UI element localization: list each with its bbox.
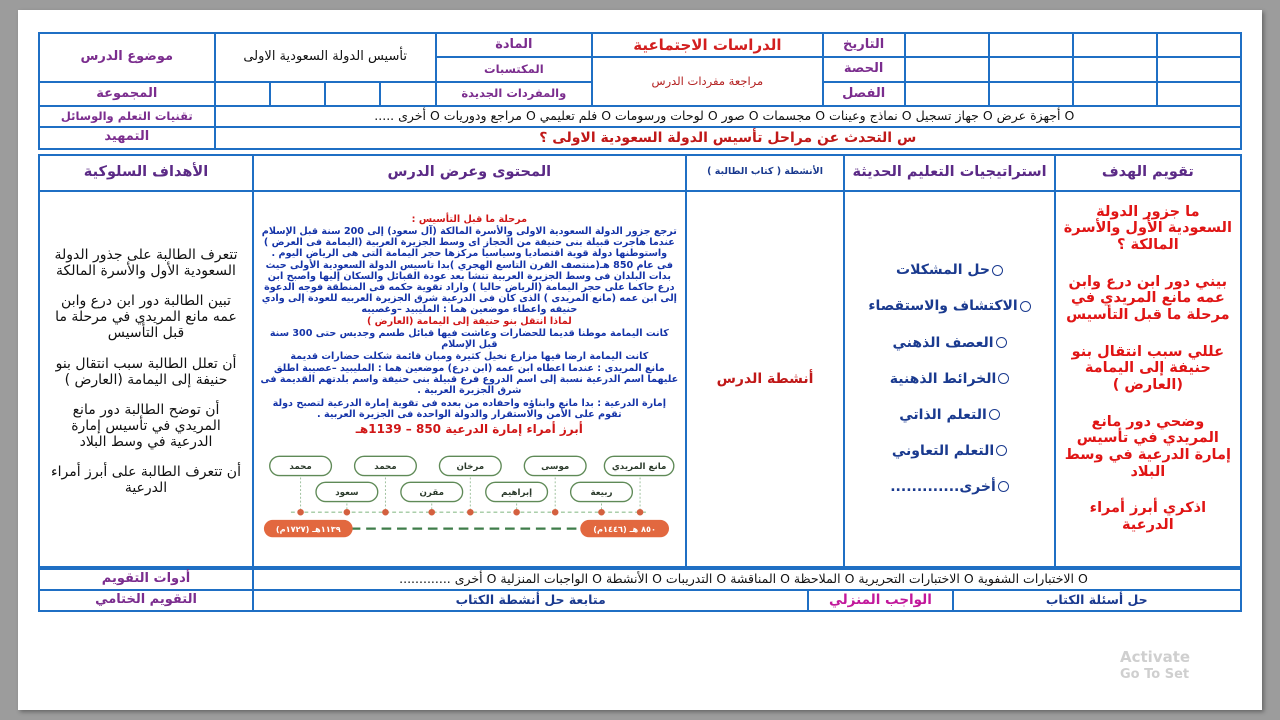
footer-table [38, 568, 1242, 612]
checkbox-circle-icon[interactable] [992, 265, 1003, 276]
timeline-bottom-name: ربيعة [590, 488, 613, 499]
blank-cell [1073, 57, 1157, 81]
emirs-timeline-diagram [262, 441, 677, 541]
evaluation-item: بيني دور ابن درع وابن عمه مانع المريدي في مرحلة ما قبل التأسيس [1066, 273, 1230, 323]
subject-label: المادة [436, 33, 592, 57]
timeline-bottom-boxes [316, 483, 632, 502]
body-column-headers [39, 155, 1241, 191]
col-header-objectives: الأهداف السلوكية [39, 155, 253, 191]
strategy-item[interactable] [859, 298, 1039, 314]
strategy-item[interactable] [859, 479, 1039, 495]
content-paragraph: كانت اليمامة موطنا قديما للحضارات وعاشت فيها قبائل طسم وجديس حتى 300 سنة قبل الإسلام [269, 328, 669, 351]
date-label: التاريخ [823, 33, 905, 57]
strategy-label: الخرائط الذهنية [889, 370, 997, 387]
content-paragraph: إمارة الدرعية : بدا مانع وابناؤه واحفاده من بعده فى تقوية إمارة الدرعية لتصبح دولة تقوم على الأمن والاستقرار والدولة الواحدة فى الجزيرة العربية . [272, 397, 667, 420]
blank-cell [380, 82, 435, 106]
class-label: الفصل [823, 82, 905, 106]
col-header-strategies: استراتيجيات التعليم الحديثة [844, 155, 1054, 191]
final-assessment-value: متابعة حل أنشطة الكتاب [253, 590, 808, 612]
strategy-item[interactable] [859, 407, 1039, 423]
header-row-intro [39, 127, 1241, 149]
strategy-item[interactable] [859, 371, 1039, 387]
blank-cell [1157, 33, 1241, 57]
final-assessment-row [39, 590, 1241, 612]
strategies-cell [844, 191, 1054, 567]
blank-cell [905, 33, 989, 57]
blank-cell [1157, 82, 1241, 106]
strategy-label: التعلم التعاوني [891, 442, 995, 459]
teaching-tools-label: تقنيات التعلم والوسائل [39, 106, 215, 126]
blank-cell [989, 82, 1073, 106]
checkbox-circle-icon[interactable] [1020, 301, 1031, 312]
assessment-tools-row [39, 569, 1241, 590]
intro-label: التمهيد [39, 127, 215, 149]
content-paragraph: ترجع جزور الدولة السعودية الاولى والأسرة المالكة (آل سعود) إلى 200 سنة قبل الإسلام عندما هاجرت قبيلة بنى حنيفة من الحجاز اى وسط الجزيرة العربية (اليمامة فى العرض ) واستوطنها دولة قوية اقتصاديا وسياسيا مركزها حجر اليمامة التى هى الرياض اليوم . [261, 226, 677, 260]
lesson-plan-sheet [18, 10, 1262, 710]
header-table [38, 32, 1242, 150]
objective-item: تبين الطالبة دور ابن درع وابن عمه مانع المريدي في مرحلة ما قبل التأسيس [55, 293, 237, 342]
timeline-top-name: مرخان [456, 462, 485, 473]
checkbox-circle-icon[interactable] [996, 445, 1007, 456]
strategy-label: العصف الذهني [892, 334, 994, 351]
strategy-label: حل المشكلات [896, 262, 991, 279]
acquisitions-value: مراجعة مفردات الدرس [592, 57, 823, 106]
checkbox-circle-icon[interactable] [989, 409, 1000, 420]
objective-item: تتعرف الطالبة على جذور الدولة السعودية الأول والأسرة المالكة [54, 247, 238, 280]
evaluation-item: اذكري أبرز أمراء الدرعية [1089, 500, 1207, 534]
assessment-tools-value: O الاختبارات الشفوية O الاختبارات التحريرية O الملاحظة O المناقشة O التدريبات O الأنشطة O الواجبات المنزلية O أخرى ............. [253, 569, 1241, 590]
watermark-line-1: Activate [1120, 648, 1191, 666]
content-paragraph: مانع المريدى : عندما اعطاه ابن عمه (ابن درع) موضعين هما : المليبيد –عصيبة اطلق عليهما اسم الدرعية نسبة إلى اسم الدروع فرع قبيلة بنى حنيفة واسم بلدتهم القديمة فى شرق الجزيرة العربية . [260, 363, 679, 397]
final-assessment-label: التقويم الختامي [39, 590, 253, 612]
subject-value: الدراسات الاجتماعية [592, 33, 823, 57]
strategy-label: أخرى............. [890, 478, 996, 495]
col-header-content: المحتوى وعرض الدرس [253, 155, 686, 191]
blank-cell [989, 33, 1073, 57]
header-row-1 [39, 33, 1241, 57]
lesson-topic-value: تأسيس الدولة السعودية الاولى [215, 33, 436, 82]
col-header-evaluation: تقويم الهدف [1055, 155, 1241, 191]
main-body-table [38, 154, 1242, 568]
blank-cell [325, 82, 380, 106]
timeline-bottom-name: مقرن [419, 488, 444, 499]
assessment-tools-label: أدوات التقويم [39, 569, 253, 590]
evaluation-item: ما جزور الدولة السعودية الأول والأسرة المالكة ؟ [1063, 203, 1232, 253]
timeline-bottom-name: سعود [335, 488, 359, 499]
evaluation-cell [1055, 191, 1241, 567]
watermark-line-2: Go To Set [1120, 666, 1190, 682]
timeline-top-name: مانع المريدي [611, 462, 667, 473]
header-row-tools [39, 106, 1241, 126]
acquisitions-label-line2: والمفردات الجديدة [436, 82, 592, 106]
activities-cell: أنشطة الدرس [686, 191, 845, 567]
homework-value: حل أسئلة الكتاب [953, 590, 1241, 612]
objective-item: أن توضح الطالبة دور مانع المريدي في تأسيس إمارة الدرعية في وسط البلاد [71, 401, 221, 450]
objective-item: أن تعلل الطالبة سبب انتقال بنو حنيفة إلى اليمامة (العارض ) [55, 355, 237, 388]
timeline-bottom-name: إبراهيم [501, 488, 533, 499]
evaluation-item: عللي سبب انتقال بنو حنيفة إلى اليمامة (العارض ) [1071, 343, 1225, 394]
lesson-topic-label: موضوع الدرس [39, 33, 215, 82]
checkbox-circle-icon[interactable] [996, 337, 1007, 348]
evaluation-item: وضحي دور مانع المريدي في تأسيس إمارة الدرعية في وسط البلاد [1064, 413, 1231, 480]
homework-label: الواجب المنزلي [808, 590, 952, 612]
col-header-activities: الأنشطة ( كتاب الطالبة ) [686, 155, 845, 191]
blank-cell [1157, 57, 1241, 81]
content-heading: مرحلة ما قبل التأسيس : [411, 214, 528, 225]
strategy-label: التعلم الذاتي [899, 406, 987, 423]
timeline-svg [262, 441, 677, 541]
content-paragraph: فى عام 850 هـ(منتصف القرن التاسع الهجري )بدا تاسيس الدولة السعودية الأولى حيث بدات البلدان فى وسط الجزيرة العربية تنشا بعد عودة القبائل والسكان إليها واصبح ابن درع حاكما على حجر اليمامة (الرياض حاليا ) واراد تقوية حكمه فى المنطقة فوجه الدعوة إلى ابن عمه (مانع المريدى ) الذى كان فى الدرعية شرق الجزيرة العربيه للعودة إلى وادي حنيفه واعطاء موضعين هما : المليبيد –وغصيبه [261, 260, 677, 316]
timeline-top-name: محمد [374, 462, 397, 473]
blank-cell [1073, 82, 1157, 106]
blank-cell [905, 57, 989, 81]
strategy-item[interactable] [859, 335, 1039, 351]
checkbox-circle-icon[interactable] [998, 481, 1009, 492]
timeline-end-date: ١١٣٩هـ (١٧٢٧م) [275, 524, 341, 535]
timeline-start-date: ٨٥٠ هـ (١٤٤٦م) [593, 524, 656, 535]
timeline-top-name: موسى [541, 462, 570, 473]
objective-item: أن تتعرف الطالبة على أبرز أمراء الدرعية [51, 464, 241, 497]
checkbox-circle-icon[interactable] [998, 373, 1009, 384]
period-label: الحصة [823, 57, 905, 81]
body-content-row [39, 191, 1241, 567]
intro-value: س التحدث عن مراحل تأسيس الدولة السعودية الاولى ؟ [215, 127, 1241, 149]
timeline-top-name: محمد [289, 462, 312, 473]
objectives-cell [39, 191, 253, 567]
blank-cell [270, 82, 325, 106]
content-paragraph: كانت اليمامة ارضا فيها مزارع نخيل كثيرة ومبان قائمة شكلت حضارات قديمة [290, 351, 649, 363]
blank-cell [1073, 33, 1157, 57]
strategy-item[interactable] [859, 443, 1039, 459]
teaching-tools-value: O أجهزة عرض O جهاز تسجيل O نماذج وعينات O مجسمات O صور O لوحات ورسومات O فلم تعليمي O مراجع ودوريات O أخرى ..... [215, 106, 1241, 126]
content-question: لماذا انتقل بنو حنيفة إلى اليمامة (العارض ) [366, 316, 572, 328]
blank-cell [215, 82, 270, 106]
acquisitions-label-line1: المكتسبات [436, 57, 592, 81]
strategy-label: الاكتشاف والاستقصاء [868, 298, 1018, 315]
diagram-title: أبرز أمراء إمارة الدرعية 850 – 1139هـ [355, 421, 583, 436]
content-cell [253, 191, 686, 567]
strategy-item[interactable] [859, 262, 1039, 278]
blank-cell [989, 57, 1073, 81]
blank-cell [905, 82, 989, 106]
group-label: المجموعة [39, 82, 215, 106]
